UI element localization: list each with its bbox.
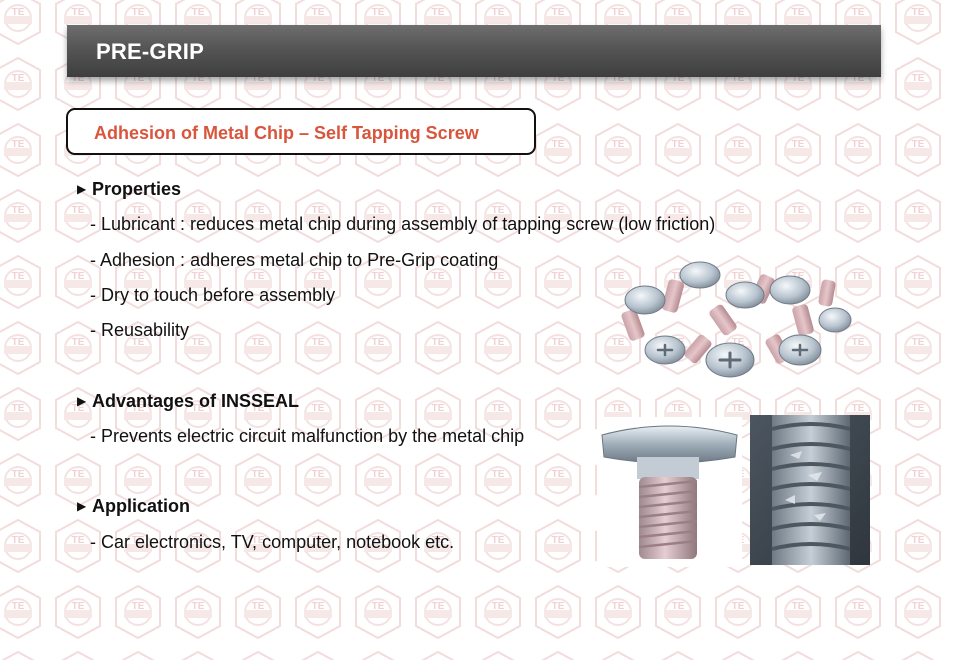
section-heading-properties: ▶ Properties [77, 179, 182, 199]
section-heading-application: ▶ Application [77, 496, 190, 516]
subtitle-text: Adhesion of Metal Chip – Self Tapping Screw [94, 123, 479, 143]
bullet-triangle-icon: ▶ [77, 499, 87, 513]
title-bar [67, 25, 881, 77]
single-screw-photo [597, 417, 742, 567]
thread-closeup-photo [750, 415, 870, 565]
properties-item-dry: - Dry to touch before assembly [90, 285, 336, 305]
properties-item-lubricant: - Lubricant : reduces metal chip during assembly of tapping screw (low friction) [90, 214, 716, 234]
bullet-triangle-icon: ▶ [77, 182, 87, 196]
screws-pile-photo [605, 250, 855, 395]
advantages-item-prevents: - Prevents electric circuit malfunction by the metal chip [90, 426, 525, 446]
application-item-uses: - Car electronics, TV, computer, notebook etc. [90, 532, 455, 552]
section-heading-advantages: ▶ Advantages of INSSEAL [77, 391, 300, 411]
subtitle-box [66, 108, 536, 155]
properties-item-reusability: - Reusability [90, 320, 190, 340]
page-title: PRE-GRIP [96, 39, 204, 64]
bullet-triangle-icon: ▶ [77, 394, 87, 408]
properties-item-adhesion: - Adhesion : adheres metal chip to Pre-Grip coating [90, 250, 499, 270]
